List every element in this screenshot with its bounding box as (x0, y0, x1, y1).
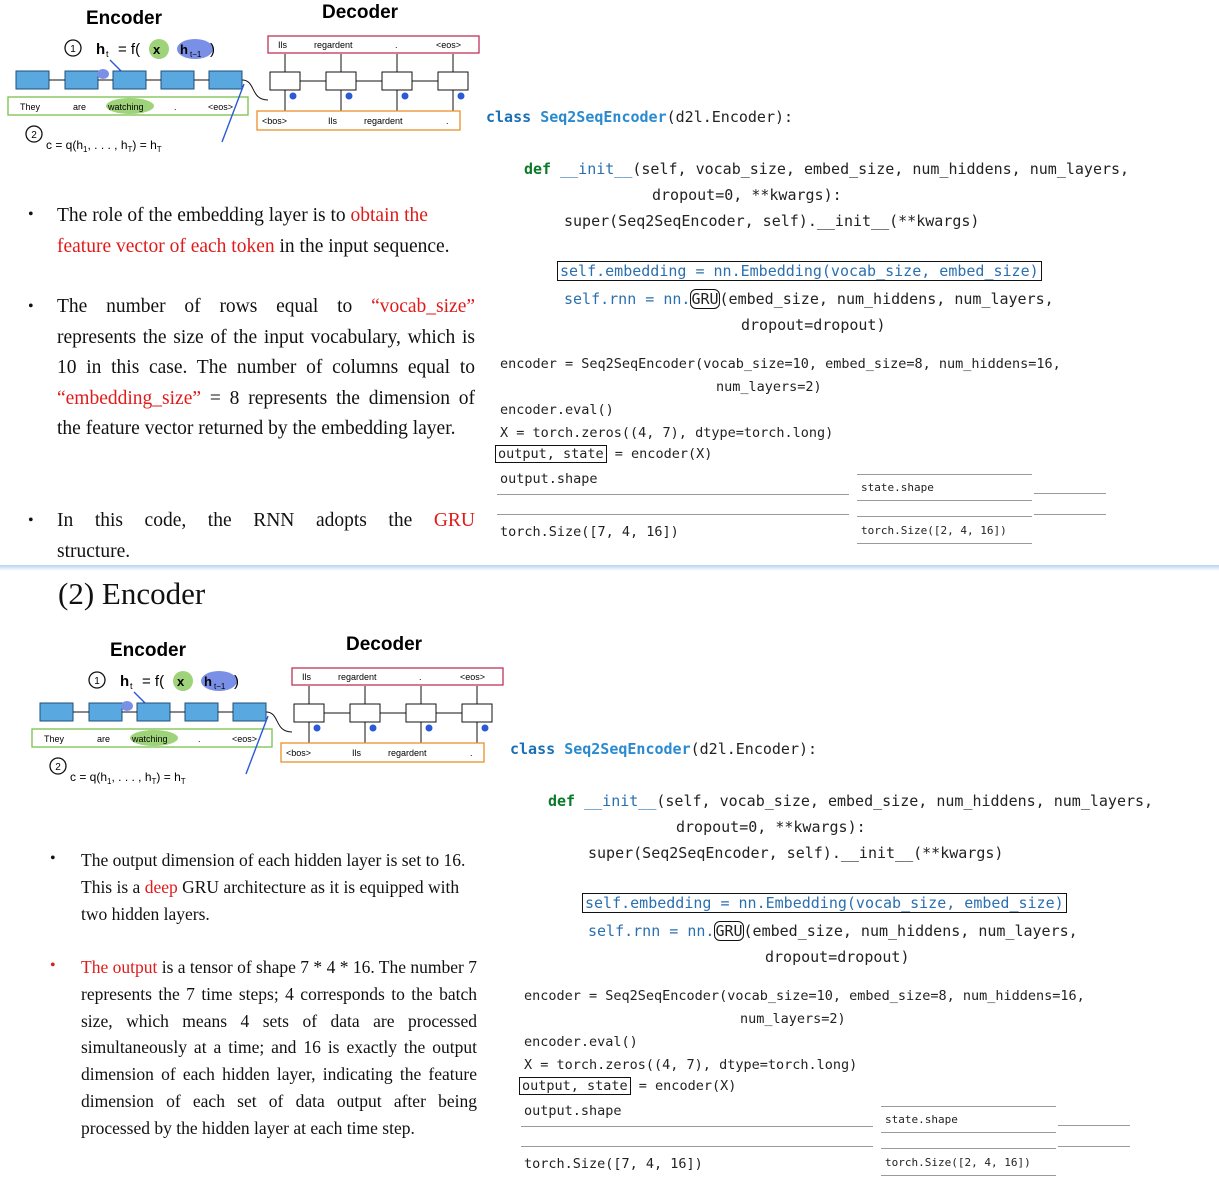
decoder-cells (270, 54, 468, 111)
encoder-label: Encoder (110, 640, 187, 661)
bottom-bullet-2: The output is a tensor of shape 7 * 4 * 16. The number 7 represents the 7 time steps; 4 corresponds to the batch size, which means 4 sets of data are processed simultaneously at a time; and 16 is exactly the output dimension of each hidden layer, indicating the feature dimension of each set of data output after being processed by the hidden layer at each time step. (81, 957, 477, 1138)
seq2seq-diagram-top (0, 0, 490, 160)
code-shape-line: output.shape (524, 1103, 622, 1119)
code-super-line: super(Seq2SeqEncoder, self).__init__(**kwargs) (588, 844, 1004, 862)
code-output-line: output, state = encoder(X) (519, 1078, 736, 1094)
decoder-label: Decoder (322, 2, 399, 23)
output-token-3: <eos> (436, 40, 462, 50)
step-1-marker: 1 (94, 676, 100, 687)
eq-f: = f( (118, 41, 141, 58)
code-class-line: class Seq2SeqEncoder(d2l.Encoder): (510, 740, 818, 758)
code-def-line-2: dropout=0, **kwargs): (676, 818, 866, 836)
code-encoder-line: encoder = Seq2SeqEncoder(vocab_size=10, embed_size=8, num_hiddens=16, (500, 356, 1061, 372)
input-token-1: are (97, 734, 111, 744)
divider (857, 543, 1032, 544)
eq-h-sub: t (106, 49, 109, 59)
eq-close: ) (210, 41, 215, 58)
decoder-input-0: <bos> (262, 116, 288, 126)
divider (1058, 1146, 1130, 1147)
input-token-3: . (198, 734, 201, 744)
state-size-result: torch.Size([2, 4, 16]) (861, 524, 1007, 537)
eq-c: $c = q(h_1$, . . . , $h_T) = h_T$ (46, 138, 162, 154)
top-bullet-3: In this code, the RNN adopts the GRU (57, 510, 475, 531)
code-rnn-line-2: dropout=dropout) (765, 948, 910, 966)
state-shape-line: state.shape (885, 1113, 958, 1126)
output-size-result: torch.Size([7, 4, 16]) (524, 1156, 703, 1172)
eq-h2: h (204, 674, 212, 689)
eq-h-sub: t (130, 681, 133, 691)
output-token-1: regardent (314, 40, 353, 50)
input-token-1: are (73, 102, 87, 112)
decoder-label: Decoder (346, 634, 423, 655)
eq-h2-sub: t−1 (214, 682, 226, 691)
code-eval-line: encoder.eval() (500, 402, 614, 418)
input-token-0: They (20, 102, 41, 112)
code-x-line: X = torch.zeros((4, 7), dtype=torch.long) (524, 1057, 858, 1073)
divider (497, 514, 849, 515)
divider (521, 1126, 873, 1127)
divider (1034, 514, 1106, 515)
decoder-input-3: . (470, 748, 473, 758)
code-def-line: def __init__(self, vocab_size, embed_size, num_hiddens, num_layers, (548, 792, 1154, 810)
input-token-4: <eos> (232, 734, 258, 744)
divider (857, 500, 1032, 501)
step-2-marker: 2 (31, 130, 37, 141)
state-size-result: torch.Size([2, 4, 16]) (885, 1156, 1031, 1169)
eq-x: x (177, 674, 185, 689)
output-token-0: Ils (278, 40, 287, 50)
bullet-marker: • (50, 957, 56, 974)
step-2-marker: 2 (55, 762, 61, 773)
code-super-line: super(Seq2SeqEncoder, self).__init__(**kwargs) (564, 212, 980, 230)
eq-x: x (153, 42, 161, 57)
code-encoder-line-2: num_layers=2) (740, 1011, 846, 1027)
top-bullet-2: The number of rows equal to “vocab_size” represents the size of the input vocabulary, which is 10 in this case. The number of columns equal to “embedding_size” = 8 represents the dimension of the feature vector returned by the embedding layer. (57, 296, 475, 440)
output-token-2: . (419, 672, 422, 682)
output-token-3: <eos> (460, 672, 486, 682)
encoder-cells (40, 701, 266, 721)
bullet-marker: • (50, 850, 56, 867)
input-token-3: . (174, 102, 177, 112)
step-1-marker: 1 (70, 44, 76, 55)
section-title: (2) Encoder (58, 576, 206, 611)
input-token-2: watching (132, 734, 168, 744)
decoder-input-1: Ils (328, 116, 337, 126)
decoder-cells (294, 686, 492, 743)
encoder-cells (16, 69, 242, 89)
divider (521, 1146, 873, 1147)
code-eval-line: encoder.eval() (524, 1034, 638, 1050)
eq-h2: h (180, 42, 188, 57)
bullet-marker: • (28, 298, 34, 315)
eq-h: h (120, 673, 130, 690)
code-encoder-line-2: num_layers=2) (716, 379, 822, 395)
eq-f: = f( (142, 673, 165, 690)
eq-h2-sub: t−1 (190, 50, 202, 59)
code-class-line: class Seq2SeqEncoder(d2l.Encoder): (486, 108, 794, 126)
divider (497, 494, 849, 495)
code-rnn-line: self.rnn = nn.GRU(embed_size, num_hiddens, num_layers, (588, 922, 1078, 940)
output-token-0: Ils (302, 672, 311, 682)
bullet-marker: • (28, 512, 34, 529)
code-embedding-line: self.embedding = nn.Embedding(vocab_size, embed_size) (582, 893, 1067, 913)
divider (881, 1148, 1056, 1149)
output-size-result: torch.Size([7, 4, 16]) (500, 524, 679, 540)
eq-close: ) (234, 673, 239, 690)
bottom-bullet-1: The output dimension of each hidden layer is set to 16. This is a deep GRU architecture as it is equipped with two hidden layers. (81, 850, 466, 924)
input-token-2: watching (108, 102, 144, 112)
divider (857, 474, 1032, 475)
encoder-label: Encoder (86, 8, 163, 29)
output-token-1: regardent (338, 672, 377, 682)
top-bullet-3-end: structure. (57, 541, 131, 562)
decoder-input-0: <bos> (286, 748, 312, 758)
decoder-input-1: Ils (352, 748, 361, 758)
decoder-input-3: . (446, 116, 449, 126)
code-rnn-line-2: dropout=dropout) (741, 316, 886, 334)
divider (881, 1175, 1056, 1176)
code-embedding-line: self.embedding = nn.Embedding(vocab_size, embed_size) (557, 261, 1042, 281)
decoder-input-2: regardent (364, 116, 403, 126)
seq2seq-diagram-bottom (24, 632, 514, 792)
decoder-input-2: regardent (388, 748, 427, 758)
output-token-2: . (395, 40, 398, 50)
state-shape-line: state.shape (861, 481, 934, 494)
code-output-line: output, state = encoder(X) (495, 446, 712, 462)
input-token-4: <eos> (208, 102, 234, 112)
divider (1058, 1125, 1130, 1126)
eq-h: h (96, 41, 106, 58)
code-x-line: X = torch.zeros((4, 7), dtype=torch.long) (500, 425, 834, 441)
code-def-line: def __init__(self, vocab_size, embed_size, num_hiddens, num_layers, (524, 160, 1130, 178)
panel-divider (0, 565, 1219, 571)
bullet-marker: • (28, 206, 34, 223)
divider (881, 1132, 1056, 1133)
code-rnn-line: self.rnn = nn.GRU(embed_size, num_hiddens, num_layers, (564, 290, 1054, 308)
divider (857, 516, 1032, 517)
code-shape-line: output.shape (500, 471, 598, 487)
input-token-0: They (44, 734, 65, 744)
divider (1034, 493, 1106, 494)
code-def-line-2: dropout=0, **kwargs): (652, 186, 842, 204)
eq-c: $c = q(h_1$, . . . , $h_T) = h_T$ (70, 770, 186, 786)
divider (881, 1106, 1056, 1107)
top-bullet-1: The role of the embedding layer is to obtain the feature vector of each token in the input sequence. (57, 205, 450, 257)
code-encoder-line: encoder = Seq2SeqEncoder(vocab_size=10, embed_size=8, num_hiddens=16, (524, 988, 1085, 1004)
